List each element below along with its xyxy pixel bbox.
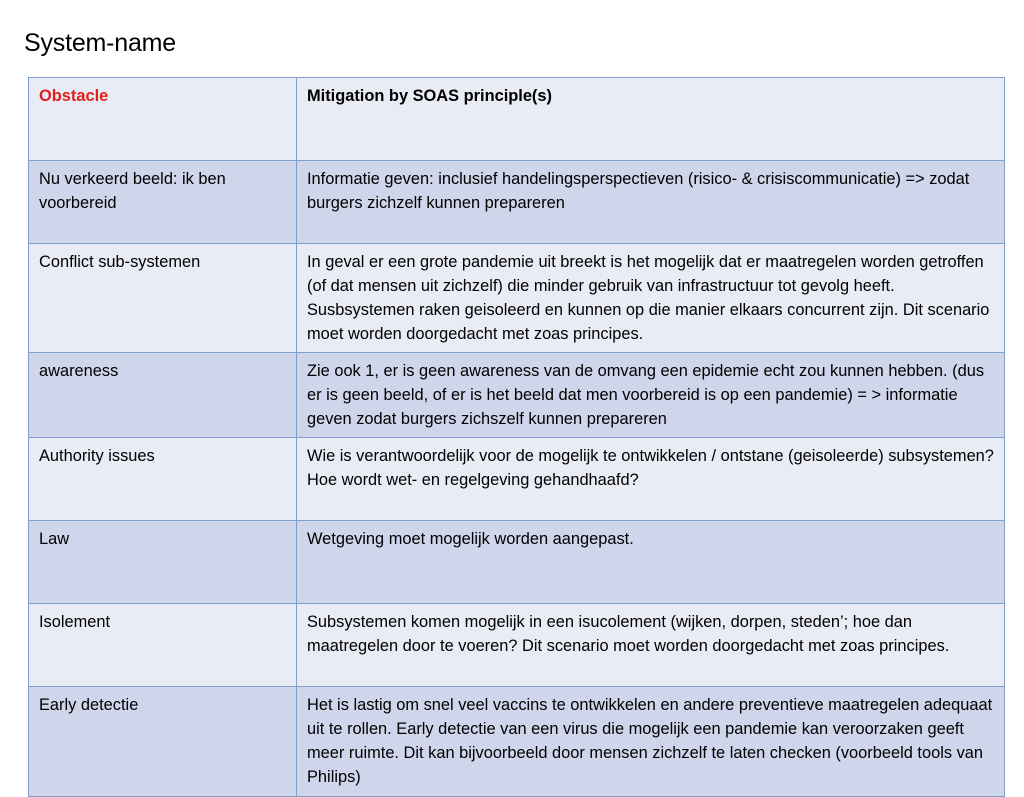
table-row [29,244,1005,353]
mitigation-cell: Wie is verantwoordelijk voor de mogelijk te ontwikkelen / ontstane (geisoleerde) subsystemen? Hoe wordt wet- en regelgeving gehandhaafd? [297,438,1005,521]
obstacle-cell: Nu verkeerd beeld: ik ben voorbereid [29,161,297,244]
obstacle-cell: awareness [29,353,297,438]
obstacle-cell: Conflict sub-systemen [29,244,297,353]
mitigation-cell: Zie ook 1, er is geen awareness van de omvang een epidemie echt zou kunnen hebben. (dus er is geen beeld, of er is het beeld dat men voorbereid is op een pandemie) = > informatie geven zodat burgers zichszelf kunnen prepareren [297,353,1005,438]
mitigation-cell: Wetgeving moet mogelijk worden aangepast. [297,521,1005,604]
table-row [29,687,1005,797]
mitigation-cell: Informatie geven: inclusief handelingsperspectieven (risico- & crisiscommunicatie) => zodat burgers zichzelf kunnen prepareren [297,161,1005,244]
mitigation-cell: In geval er een grote pandemie uit breekt is het mogelijk dat er maatregelen worden getroffen (of dat mensen uit zichzelf) die minder gebruik van infrastructuur tot gevolg heeft. Susbsystemen raken geisoleerd en kunnen op die manier elkaars concurrent zijn. Dit scenario moet worden doorgedacht met zoas principes. [297,244,1005,353]
table-row [29,604,1005,687]
obstacle-cell: Authority issues [29,438,297,521]
page-title: System-name [24,29,177,57]
header-obstacle [29,78,297,161]
table-header-row [29,78,1005,161]
obstacle-cell: Early detectie [29,687,297,797]
mitigation-cell: Subsystemen komen mogelijk in een isucolement (wijken, dorpen, steden’; hoe dan maatregelen door te voeren? Dit scenario moet worden doorgedacht met zoas principes. [297,604,1005,687]
table-row [29,438,1005,521]
table-row [29,521,1005,604]
obstacle-mitigation-table [28,77,1005,797]
obstacle-table-container [28,77,1004,797]
table-row [29,353,1005,438]
mitigation-cell: Het is lastig om snel veel vaccins te ontwikkelen en andere preventieve maatregelen adequaat uit te rollen. Early detectie van een virus die mogelijk een pandemie kan veroorzaken geeft meer ruimte. Dit kan bijvoorbeeld door mensen zichzelf te laten checken (voorbeeld tools van Philips) [297,687,1005,797]
obstacle-cell: Law [29,521,297,604]
header-mitigation: Mitigation by SOAS principle(s) [297,78,1005,161]
table-row [29,161,1005,244]
obstacle-cell: Isolement [29,604,297,687]
header-obstacle-label: Obstacle [39,87,109,105]
